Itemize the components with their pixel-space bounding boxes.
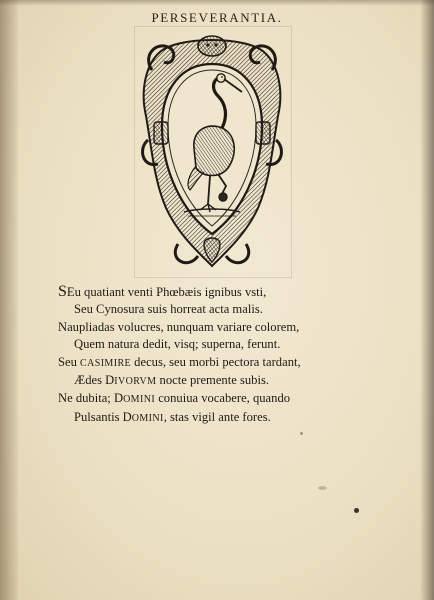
verse-line-3: Naupliadas volucres, nunquam variare colorem, <box>58 319 300 334</box>
drop-initial: S <box>58 283 67 300</box>
foxing-spot <box>354 508 359 513</box>
verse-line-6: Ædes DIVORVM nocte premente subis. <box>74 373 270 388</box>
page-right-edge <box>420 0 434 600</box>
emblem-verse <box>58 283 398 427</box>
gutter-shadow <box>0 0 18 600</box>
verse-line-5: Seu CASIMIRE decus, seu morbi pectora tardant, <box>58 354 301 369</box>
emblem-engraving <box>138 30 286 272</box>
verse-line-8: Pulsantis DOMINI, stas vigil ante fores. <box>74 409 271 424</box>
verse-line-4: Quem natura dedit, visq; superna, ferunt. <box>74 337 281 352</box>
page-heading: PERSEVERANTIA. <box>151 10 283 25</box>
verse-line-2: Seu Cynosura suis horreat acta malis. <box>74 302 263 317</box>
verse-line-1: SEu quatiant venti Phœbæis ignibus vsti, <box>58 283 267 300</box>
foxing-spot <box>318 486 327 490</box>
page-top-edge <box>0 0 434 6</box>
foxing-spot <box>300 432 303 435</box>
verse-line-7: Ne dubita; DOMINI conuiua vocabere, quando <box>58 391 291 406</box>
